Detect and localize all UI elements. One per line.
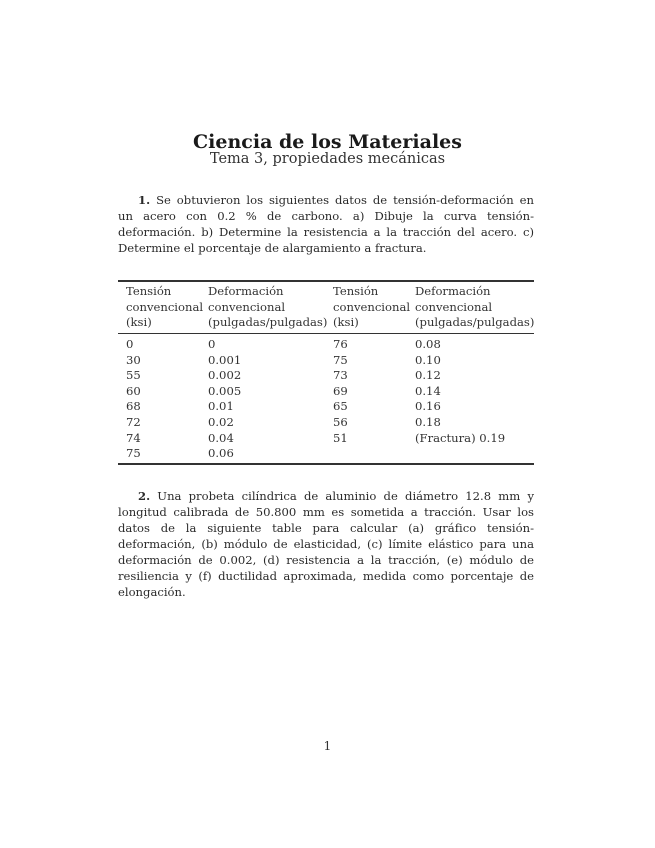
table-column-stress-1 (126, 337, 141, 462)
header-line: Tensión (126, 284, 172, 298)
table-cell: 0.04 (208, 430, 234, 445)
table-cell: 0.01 (208, 399, 234, 414)
table-cell: 60 (126, 383, 141, 398)
table-header-stress-2 (333, 284, 410, 331)
table-cell: 30 (126, 352, 141, 367)
table-cell: 0.005 (208, 383, 242, 398)
table-cell: 68 (126, 399, 141, 414)
table-cell: 0.10 (415, 352, 441, 367)
header-line: (pulgadas/pulgadas) (415, 315, 535, 329)
header-line: Tensión (333, 284, 379, 298)
header-line: convencional (333, 299, 411, 314)
table-cell: 56 (333, 414, 348, 429)
table-column-strain-2 (415, 337, 505, 446)
problem-1-text: Se obtuvieron los siguientes datos de tensión-deformación en un acero con 0.2 % de carbono. a) Dibuje la curva tensión-deformación. b) Determine la resistencia a la tracción del acero. c) Determine el porcentaje de alargamiento a fractura. (118, 193, 534, 255)
table-cell: 0 (208, 337, 216, 351)
document-subtitle: Tema 3, propiedades mecánicas (209, 151, 446, 167)
table-bottom-rule (118, 463, 534, 465)
page-number: 1 (323, 739, 332, 753)
table-cell: 55 (126, 368, 141, 383)
table-header-rule (118, 333, 534, 334)
table-column-strain-1 (208, 337, 241, 462)
table-header-strain-2 (415, 284, 534, 331)
header-line: Deformación (208, 284, 284, 298)
table-cell: 74 (126, 430, 141, 445)
table-header-stress-1 (126, 284, 203, 331)
table-cell: 75 (126, 446, 141, 461)
table-cell: 0.14 (415, 383, 441, 398)
table-top-rule (118, 280, 534, 282)
table-cell: 51 (333, 430, 348, 445)
table-cell: 65 (333, 399, 348, 414)
table-cell: 0.002 (208, 368, 242, 383)
table-cell: 0.06 (208, 446, 234, 461)
problem-1-number: 1. (138, 193, 151, 207)
table-cell: 0 (126, 337, 134, 351)
table-cell: (Fractura) 0.19 (415, 430, 506, 445)
header-line: Deformación (415, 284, 491, 298)
table-column-stress-2 (333, 337, 348, 446)
problem-2-paragraph (118, 488, 534, 600)
table-cell: 0.001 (208, 352, 242, 367)
table-header-strain-1 (208, 284, 327, 331)
header-line: convencional (415, 299, 493, 314)
table-cell: 0.18 (415, 414, 441, 429)
table-cell: 75 (333, 352, 348, 367)
table-cell: 0.12 (415, 368, 441, 383)
table-cell: 69 (333, 383, 348, 398)
header-line: (ksi) (126, 315, 152, 329)
header-line: convencional (126, 299, 204, 314)
problem-1-paragraph (118, 192, 534, 256)
header-line: (ksi) (333, 315, 359, 329)
header-line: (pulgadas/pulgadas) (208, 315, 328, 329)
table-cell: 0.02 (208, 414, 234, 429)
document-title: Ciencia de los Materiales (193, 131, 462, 153)
problem-2-number: 2. (138, 489, 151, 503)
table-cell: 73 (333, 368, 348, 383)
table-cell: 72 (126, 414, 141, 429)
table-cell: 76 (333, 337, 348, 351)
header-line: convencional (208, 299, 286, 314)
problem-2-text: Una probeta cilíndrica de aluminio de diámetro 12.8 mm y longitud calibrada de 50.800 mm es sometida a tracción. Usar los datos de la siguiente table para calcular (a) gráfico tensión-deformación, (b) módulo de elasticidad, (c) límite elástico para una deformación de 0.002, (d) resistencia a la tracción, (e) módulo de resiliencia y (f) ductilidad aproximada, medida como porcentaje de elongación. (118, 489, 534, 599)
table-cell: 0.16 (415, 399, 441, 414)
table-cell: 0.08 (415, 337, 441, 351)
